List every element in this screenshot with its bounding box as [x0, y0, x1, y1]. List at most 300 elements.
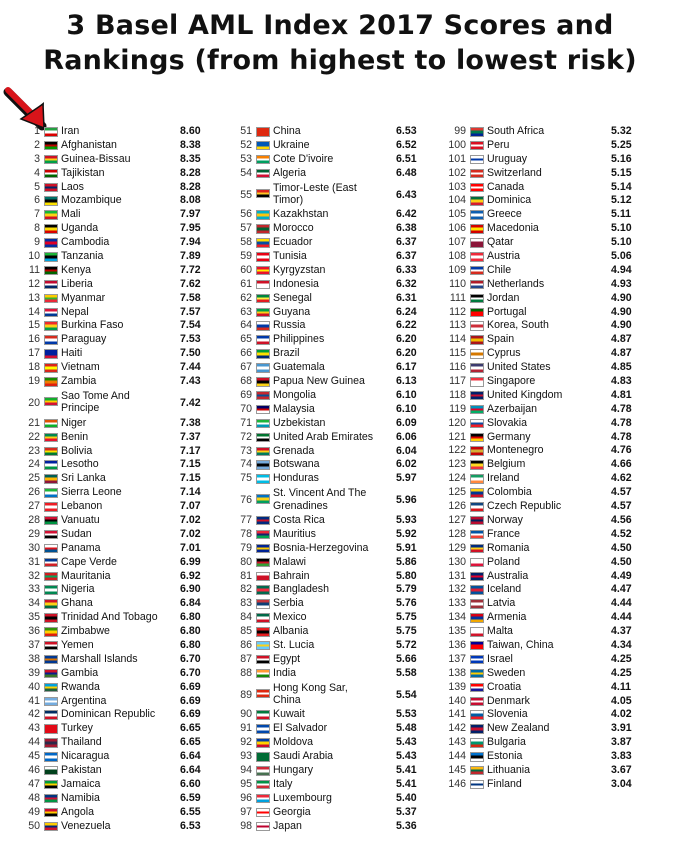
country-flag-icon	[470, 710, 484, 720]
rank-number: 139	[448, 680, 466, 693]
country-flag-icon	[44, 655, 58, 665]
country-name: Rwanda	[61, 680, 100, 693]
rank-number: 94	[240, 764, 252, 777]
country-flag-icon	[256, 641, 270, 651]
ranking-row	[20, 583, 220, 597]
aml-score: 3.83	[611, 750, 632, 763]
rank-number: 79	[240, 541, 252, 554]
country-flag-icon	[470, 377, 484, 387]
country-name: Brazil	[273, 347, 300, 360]
country-name: Pakistan	[61, 763, 102, 776]
aml-score: 5.10	[611, 236, 632, 249]
country-flag-icon	[256, 572, 270, 582]
ranking-row	[446, 500, 636, 514]
aml-score: 4.78	[611, 402, 632, 415]
rank-number: 95	[240, 777, 252, 790]
aml-score: 7.38	[180, 416, 201, 429]
rank-number: 48	[28, 791, 40, 804]
aml-score: 5.93	[396, 513, 417, 526]
aml-score: 3.04	[611, 777, 632, 790]
aml-score: 4.34	[611, 638, 632, 651]
country-name: United States	[487, 361, 551, 374]
country-flag-icon	[44, 252, 58, 262]
aml-score: 5.54	[396, 688, 417, 701]
rank-number: 75	[240, 472, 252, 485]
country-name: St. Lucia	[273, 638, 315, 651]
aml-score: 6.06	[396, 430, 417, 443]
rank-number: 140	[448, 694, 466, 707]
country-name: Venezuela	[61, 819, 111, 832]
country-flag-icon	[44, 752, 58, 762]
aml-score: 4.44	[611, 597, 632, 610]
rank-number: 87	[240, 652, 252, 665]
rank-number: 98	[240, 819, 252, 832]
ranking-row	[446, 181, 636, 195]
country-name: Morocco	[273, 222, 314, 235]
country-flag-icon	[44, 183, 58, 193]
aml-score: 4.49	[611, 569, 632, 582]
aml-score: 4.57	[611, 500, 632, 513]
rank-number: 126	[448, 500, 466, 513]
country-name: Marshall Islands	[61, 652, 138, 665]
country-flag-icon	[44, 224, 58, 234]
aml-score: 7.95	[180, 222, 201, 235]
country-flag-icon	[470, 766, 484, 776]
country-flag-icon	[470, 780, 484, 790]
aml-score: 6.20	[396, 347, 417, 360]
rank-number: 12	[28, 277, 40, 290]
rank-number: 142	[448, 722, 466, 735]
country-flag-icon	[470, 474, 484, 484]
country-flag-icon	[44, 419, 58, 429]
rank-number: 124	[448, 472, 466, 485]
aml-score: 4.25	[611, 666, 632, 679]
ranking-row	[232, 333, 428, 347]
rank-number: 146	[448, 777, 466, 790]
ranking-row	[20, 820, 220, 834]
ranking-row	[232, 236, 428, 250]
ranking-row	[446, 444, 636, 458]
rank-number: 30	[28, 541, 40, 554]
ranking-row	[446, 764, 636, 778]
ranking-row	[232, 750, 428, 764]
aml-score: 3.91	[611, 722, 632, 735]
aml-score: 4.81	[611, 388, 632, 401]
rank-number: 81	[240, 569, 252, 582]
country-flag-icon	[256, 169, 270, 179]
ranking-row	[446, 722, 636, 736]
rank-number: 91	[240, 722, 252, 735]
aml-score: 4.52	[611, 527, 632, 540]
country-flag-icon	[256, 447, 270, 457]
rank-number: 99	[454, 125, 466, 137]
aml-score: 5.36	[396, 819, 417, 832]
rank-number: 107	[448, 236, 466, 249]
rank-number: 10	[28, 250, 40, 263]
country-name: Bosnia-Herzegovina	[273, 541, 369, 554]
country-name: Costa Rica	[273, 513, 325, 526]
ranking-row	[232, 153, 428, 167]
rank-number: 97	[240, 805, 252, 818]
country-flag-icon	[470, 294, 484, 304]
aml-score: 4.85	[611, 361, 632, 374]
rank-number: 78	[240, 527, 252, 540]
country-flag-icon	[256, 294, 270, 304]
aml-score: 4.76	[611, 444, 632, 457]
aml-score: 6.53	[180, 819, 201, 832]
ranking-row	[446, 306, 636, 320]
ranking-row	[232, 278, 428, 292]
aml-score: 5.25	[611, 138, 632, 151]
rank-number: 132	[448, 583, 466, 596]
aml-score: 5.80	[396, 569, 417, 582]
rank-number: 20	[28, 396, 40, 409]
country-flag-icon	[256, 238, 270, 248]
ranking-row	[20, 347, 220, 361]
country-name: Ukraine	[273, 138, 310, 151]
country-name: Sudan	[61, 527, 92, 540]
country-flag-icon	[470, 599, 484, 609]
ranking-row	[232, 542, 428, 556]
aml-score: 6.02	[396, 458, 417, 471]
country-name: Guyana	[273, 305, 311, 318]
country-name: Estonia	[487, 750, 523, 763]
aml-score: 7.50	[180, 347, 201, 360]
country-flag-icon	[44, 516, 58, 526]
aml-score: 6.53	[396, 125, 417, 137]
aml-score: 6.80	[180, 625, 201, 638]
rank-number: 65	[240, 333, 252, 346]
country-flag-icon	[256, 780, 270, 790]
rank-number: 13	[28, 291, 40, 304]
country-flag-icon	[470, 335, 484, 345]
country-flag-icon	[44, 558, 58, 568]
ranking-row	[20, 125, 220, 139]
country-name: Macedonia	[487, 222, 539, 235]
page-title: 3 Basel AML Index 2017 Scores and Rankings (from highest to lowest risk)	[43, 10, 637, 76]
rank-number: 141	[448, 708, 466, 721]
country-flag-icon	[470, 572, 484, 582]
country-flag-icon	[470, 419, 484, 429]
country-flag-icon	[256, 738, 270, 748]
country-name: China	[273, 125, 301, 137]
ranking-row	[20, 417, 220, 431]
ranking-row	[232, 778, 428, 792]
aml-score: 7.57	[180, 305, 201, 318]
aml-score: 4.78	[611, 416, 632, 429]
ranking-row	[232, 764, 428, 778]
rank-number: 44	[28, 736, 40, 749]
country-flag-icon	[44, 544, 58, 554]
rank-number: 18	[28, 361, 40, 374]
rank-number: 38	[28, 652, 40, 665]
country-flag-icon	[44, 710, 58, 720]
ranking-row	[232, 820, 428, 834]
country-flag-icon	[256, 433, 270, 443]
aml-score: 4.93	[611, 277, 632, 290]
ranking-row	[20, 208, 220, 222]
country-name: Grenada	[273, 444, 315, 457]
country-flag-icon	[470, 391, 484, 401]
country-flag-icon	[470, 224, 484, 234]
aml-score: 8.60	[180, 125, 201, 137]
country-name: Hungary	[273, 764, 314, 777]
rank-number: 72	[240, 430, 252, 443]
rank-number: 50	[28, 819, 40, 832]
rank-number: 57	[240, 222, 252, 235]
rank-number: 117	[449, 375, 466, 388]
rank-number: 54	[240, 166, 252, 179]
ranking-row	[446, 458, 636, 472]
country-flag-icon	[256, 335, 270, 345]
country-name: Mauritius	[273, 527, 316, 540]
country-flag-icon	[256, 377, 270, 387]
aml-score: 4.11	[611, 680, 632, 693]
rank-number: 109	[448, 263, 466, 276]
country-flag-icon	[44, 397, 58, 407]
ranking-row	[232, 167, 428, 181]
country-flag-icon	[44, 683, 58, 693]
aml-score: 4.78	[611, 430, 632, 443]
country-name: Serbia	[273, 597, 304, 610]
country-flag-icon	[470, 155, 484, 165]
country-flag-icon	[256, 391, 270, 401]
country-flag-icon	[44, 377, 58, 387]
country-flag-icon	[44, 280, 58, 290]
rank-number: 34	[28, 597, 40, 610]
aml-score: 5.10	[611, 222, 632, 235]
aml-score: 6.59	[180, 791, 201, 804]
ranking-row	[446, 361, 636, 375]
ranking-row	[446, 597, 636, 611]
country-name: Cape Verde	[61, 555, 117, 568]
ranking-row	[446, 417, 636, 431]
country-flag-icon	[256, 766, 270, 776]
country-name: Bahrain	[273, 569, 310, 582]
ranking-row	[446, 347, 636, 361]
country-name: Sierra Leone	[61, 486, 122, 499]
ranking-row	[232, 806, 428, 820]
rank-number: 80	[240, 555, 252, 568]
aml-score: 5.43	[396, 750, 417, 763]
rank-number: 59	[240, 250, 252, 263]
country-name: Ghana	[61, 597, 93, 610]
country-name: Bulgaria	[487, 736, 526, 749]
country-name: Kuwait	[273, 708, 305, 721]
ranking-row	[446, 708, 636, 722]
country-name: Armenia	[487, 611, 527, 624]
country-name: Mali	[61, 208, 81, 221]
aml-score: 6.10	[396, 402, 417, 415]
aml-score: 4.90	[611, 305, 632, 318]
country-name: Kenya	[61, 263, 92, 276]
aml-score: 6.20	[396, 333, 417, 346]
country-flag-icon	[470, 738, 484, 748]
country-name: Lebanon	[61, 500, 103, 513]
rank-number: 45	[28, 750, 40, 763]
aml-score: 7.01	[180, 541, 201, 554]
country-name: Mozambique	[61, 194, 122, 207]
country-flag-icon	[470, 433, 484, 443]
rank-number: 55	[240, 188, 252, 201]
rank-number: 41	[28, 694, 40, 707]
aml-score: 5.14	[611, 180, 632, 193]
ranking-row	[446, 167, 636, 181]
country-name: Croatia	[487, 680, 522, 693]
aml-score: 4.56	[611, 513, 632, 526]
rank-number: 64	[240, 319, 252, 332]
country-name: St. Vincent And The Grenadines	[273, 487, 367, 512]
ranking-row	[20, 556, 220, 570]
country-flag-icon	[256, 558, 270, 568]
country-name: Argentina	[61, 694, 107, 707]
aml-score: 6.92	[180, 569, 201, 582]
country-name: Angola	[61, 805, 94, 818]
rank-number: 61	[240, 277, 252, 290]
country-flag-icon	[470, 502, 484, 512]
rank-number: 134	[448, 611, 466, 624]
country-name: Nepal	[61, 305, 89, 318]
country-name: Israel	[487, 652, 513, 665]
ranking-row	[20, 625, 220, 639]
aml-score: 6.60	[180, 777, 201, 790]
country-flag-icon	[470, 169, 484, 179]
country-flag-icon	[44, 474, 58, 484]
aml-score: 5.76	[396, 597, 417, 610]
rank-number: 15	[28, 319, 40, 332]
aml-score: 6.09	[396, 416, 417, 429]
aml-score: 8.28	[180, 180, 201, 193]
country-flag-icon	[256, 669, 270, 679]
rank-number: 43	[28, 722, 40, 735]
aml-score: 3.67	[611, 763, 632, 776]
country-name: Myanmar	[61, 291, 106, 304]
country-name: Japan	[273, 819, 302, 832]
rank-number: 116	[449, 361, 466, 374]
aml-score: 6.17	[396, 361, 417, 374]
country-flag-icon	[44, 780, 58, 790]
country-name: Honduras	[273, 472, 319, 485]
country-name: Niger	[61, 416, 87, 429]
rank-number: 33	[28, 583, 40, 596]
ranking-row	[232, 208, 428, 222]
ranking-row	[446, 528, 636, 542]
aml-score: 4.57	[611, 486, 632, 499]
country-name: United Arab Emirates	[273, 430, 374, 443]
country-name: Colombia	[487, 486, 532, 499]
aml-score: 4.44	[611, 611, 632, 624]
country-flag-icon	[256, 252, 270, 262]
aml-score: 4.25	[611, 652, 632, 665]
aml-score: 7.15	[180, 458, 201, 471]
rank-number: 83	[240, 597, 252, 610]
rank-number: 19	[28, 375, 40, 388]
ranking-column-3	[446, 125, 636, 792]
country-flag-icon	[470, 266, 484, 276]
country-flag-icon	[470, 655, 484, 665]
aml-score: 4.83	[611, 375, 632, 388]
country-flag-icon	[256, 655, 270, 665]
rank-number: 21	[28, 416, 40, 429]
country-name: Chile	[487, 263, 512, 276]
rank-number: 49	[28, 805, 40, 818]
aml-score: 6.69	[180, 708, 201, 721]
ranking-row	[232, 514, 428, 528]
country-name: Jamaica	[61, 777, 101, 790]
ranking-row	[20, 458, 220, 472]
aml-score: 5.43	[396, 736, 417, 749]
aml-score: 4.62	[611, 472, 632, 485]
country-flag-icon	[44, 155, 58, 165]
rank-number: 138	[448, 666, 466, 679]
ranking-row	[232, 458, 428, 472]
country-flag-icon	[256, 405, 270, 415]
rank-number: 29	[28, 527, 40, 540]
rank-number: 1	[34, 125, 40, 137]
aml-score: 6.65	[180, 722, 201, 735]
country-flag-icon	[44, 460, 58, 470]
rank-number: 66	[240, 347, 252, 360]
ranking-row	[446, 681, 636, 695]
ranking-row	[20, 486, 220, 500]
country-flag-icon	[44, 141, 58, 151]
country-name: Gambia	[61, 666, 99, 679]
country-flag-icon	[470, 530, 484, 540]
ranking-row	[20, 806, 220, 820]
aml-score: 8.08	[180, 194, 201, 207]
aml-score: 4.87	[611, 347, 632, 360]
aml-score: 4.02	[611, 708, 632, 721]
country-flag-icon	[44, 335, 58, 345]
country-flag-icon	[256, 627, 270, 637]
aml-score: 6.04	[396, 444, 417, 457]
ranking-row	[232, 264, 428, 278]
country-flag-icon	[470, 558, 484, 568]
aml-score: 4.37	[611, 625, 632, 638]
rank-number: 14	[28, 305, 40, 318]
ranking-row	[20, 528, 220, 542]
country-name: Uganda	[61, 222, 99, 235]
aml-score: 5.72	[396, 638, 417, 651]
aml-score: 7.07	[180, 500, 201, 513]
country-name: Norway	[487, 513, 523, 526]
country-flag-icon	[256, 544, 270, 554]
ranking-row	[446, 375, 636, 389]
ranking-row	[232, 361, 428, 375]
rank-number: 60	[240, 263, 252, 276]
country-flag-icon	[44, 321, 58, 331]
country-flag-icon	[470, 752, 484, 762]
rank-number: 40	[28, 680, 40, 693]
country-name: India	[273, 666, 296, 679]
ranking-row	[232, 292, 428, 306]
ranking-row	[232, 445, 428, 459]
ranking-row	[232, 431, 428, 445]
aml-score: 6.64	[180, 763, 201, 776]
country-flag-icon	[44, 266, 58, 276]
country-name: Ireland	[487, 472, 520, 485]
aml-score: 6.37	[396, 250, 417, 263]
country-flag-icon	[44, 238, 58, 248]
ranking-row	[20, 167, 220, 181]
aml-score: 4.50	[611, 555, 632, 568]
aml-score: 5.41	[396, 777, 417, 790]
country-name: Switzerland	[487, 166, 542, 179]
country-name: Slovakia	[487, 416, 528, 429]
rank-number: 108	[448, 250, 466, 263]
rank-number: 46	[28, 763, 40, 776]
rank-number: 113	[449, 319, 466, 332]
